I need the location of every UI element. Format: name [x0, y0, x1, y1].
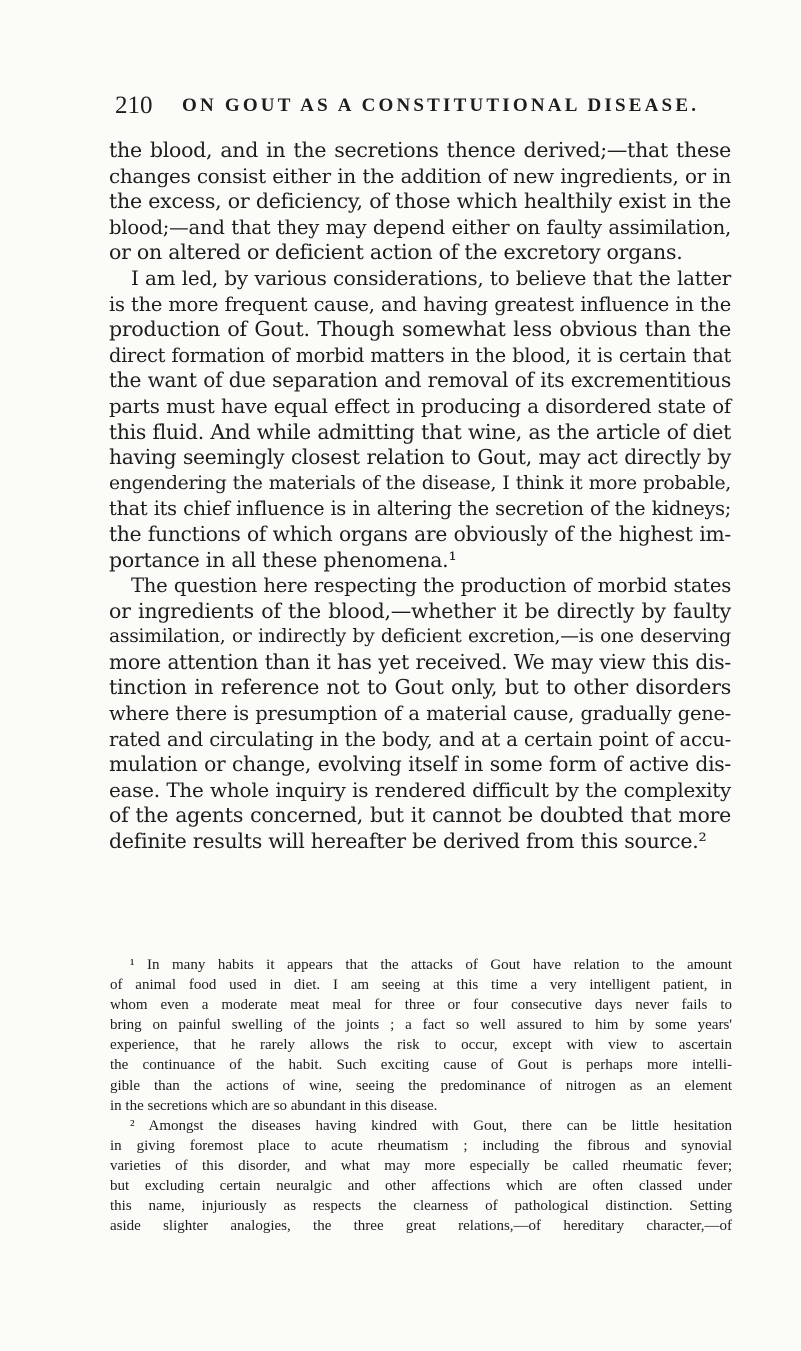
footnotes: [110, 955, 732, 1236]
footnote-line: whom even a moderate meat meal for three or four consecutive days never fails to: [110, 997, 732, 1014]
running-head: ON GOUT AS A CONSTITUTIONAL DISEASE.: [182, 95, 700, 116]
body-text: [109, 138, 731, 855]
body-line: direct formation of morbid matters in the blood, it is certain that: [109, 343, 731, 367]
footnote-line: aside slighter analogies, the three great relations,—of hereditary character,—of: [110, 1218, 732, 1235]
body-line: is the more frequent cause, and having greatest influence in the: [109, 292, 731, 316]
body-line: ease. The whole inquiry is rendered difficult by the complexity: [109, 777, 731, 802]
body-line: mulation or change, evolving itself in some form of active dis-: [109, 752, 731, 777]
body-line: I am led, by various considerations, to believe that the latter: [131, 266, 731, 290]
body-line: this fluid. And while admitting that wine, as the article of diet: [109, 419, 731, 444]
body-line: production of Gout. Though somewhat less obvious than the: [109, 317, 731, 342]
footnote-line: ¹ In many habits it appears that the attacks of Gout have relation to the amount: [130, 957, 732, 973]
body-line: or on altered or deficient action of the excretory organs.: [109, 240, 683, 265]
footnote-line: the continuance of the habit. Such exciting cause of Gout is perhaps more intelli-: [110, 1057, 732, 1074]
footnote-line: bring on painful swelling of the joints ; a fact so well assured to him by some years': [110, 1017, 732, 1034]
footnote-line: this name, injuriously as respects the clearness of pathological distinction. Setting: [110, 1198, 732, 1215]
body-line: the blood, and in the secretions thence derived;—that these: [109, 138, 731, 162]
body-line: the want of due separation and removal of its excrementitious: [109, 368, 731, 393]
footnote-line: in giving foremost place to acute rheumatism ; including the fibrous and synovial: [110, 1137, 732, 1154]
body-line: that its chief influence is in altering the secretion of the kidneys;: [109, 497, 731, 521]
footnote-line: in the secretions which are so abundant in this disease.: [110, 1097, 438, 1114]
footnote-line: but excluding certain neuralgic and other affections which are often classed under: [110, 1178, 732, 1195]
page-header: [115, 92, 735, 122]
body-line: the functions of which organs are obviously of the highest im-: [109, 521, 731, 546]
footnote-line: varieties of this disorder, and what may more especially be called rheumatic fever;: [110, 1157, 732, 1174]
footnote-line: of animal food used in diet. I am seeing at this time a very intelligent patient, in: [110, 977, 732, 994]
body-line: blood;—and that they may depend either on faulty assimilation,: [109, 215, 731, 239]
body-line: changes consist either in the addition of new ingredients, or in: [109, 164, 731, 188]
body-line: engendering the materials of the disease, I think it more probable,: [109, 472, 731, 494]
page-number: 210: [115, 92, 153, 119]
body-line: definite results will hereafter be derived from this source.²: [109, 829, 707, 854]
body-line: assimilation, or indirectly by deficient excretion,—is one deserving: [109, 626, 731, 648]
body-line: more attention than it has yet received. We may view this dis-: [109, 649, 731, 674]
body-line: portance in all these phenomena.¹: [109, 547, 457, 572]
body-line: tinction in reference not to Gout only, but to other disorders: [109, 675, 731, 700]
footnote-line: ² Amongst the diseases having kindred with Gout, there can be little hesitation: [130, 1117, 732, 1134]
body-line: rated and circulating in the body, and at a certain point of accu-: [109, 727, 731, 751]
body-line: parts must have equal effect in producing a disordered state of: [109, 394, 731, 418]
body-line: or ingredients of the blood,—whether it be directly by faulty: [109, 598, 731, 623]
footnote-line: experience, that he rarely allows the risk to occur, except with view to ascertain: [110, 1037, 732, 1054]
body-line: having seemingly closest relation to Gout, may act directly by: [109, 445, 731, 470]
body-line: The question here respecting the production of morbid states: [131, 574, 731, 598]
footnote-line: gible than the actions of wine, seeing the predominance of nitrogen as an element: [110, 1077, 732, 1094]
body-line: of the agents concerned, but it cannot be doubted that more: [109, 803, 731, 828]
body-line: the excess, or deficiency, of those which healthily exist in the: [109, 189, 731, 214]
body-line: where there is presumption of a material cause, gradually gene-: [109, 702, 731, 726]
